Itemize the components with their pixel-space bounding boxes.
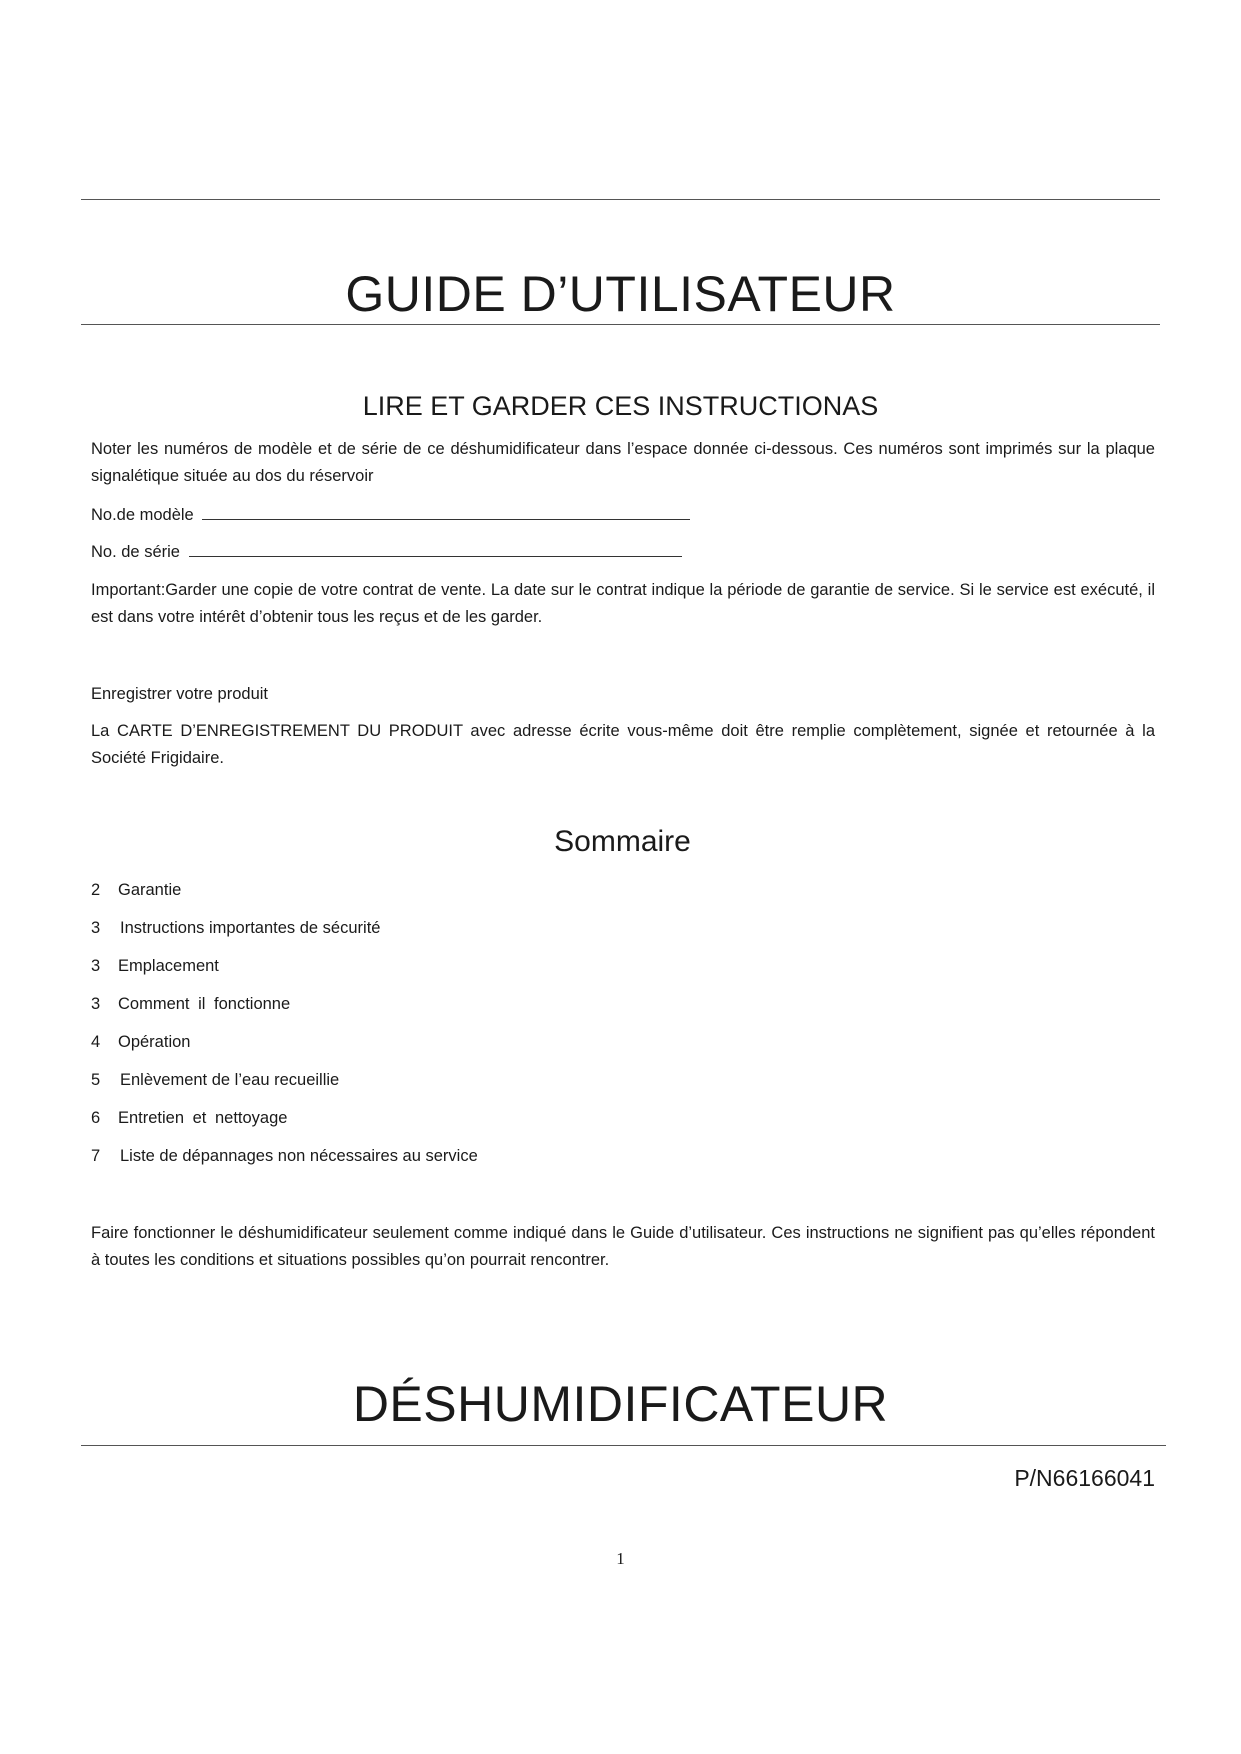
toc-page-number: 3 bbox=[91, 995, 101, 1013]
toc-item bbox=[91, 1105, 478, 1143]
toc-page-number: 5 bbox=[91, 1071, 101, 1089]
product-title: DÉSHUMIDIFICATEUR bbox=[352, 1376, 889, 1432]
toc-label: Garantie bbox=[118, 881, 182, 899]
toc-item bbox=[91, 991, 478, 1029]
usage-notice: Faire fonctionner le déshumidificateur seulement comme indiqué dans le Guide d’utilisateur. Ces instructions ne signifient pas qu’elles répondent à toutes les conditions et situations possibles qu’on pourrait rencontrer. bbox=[91, 1224, 1155, 1269]
toc-label: Entretien et nettoyage bbox=[118, 1109, 288, 1127]
toc-label: Liste de dépannages non nécessaires au service bbox=[120, 1147, 478, 1165]
part-number: P/N66166041 bbox=[1014, 1465, 1155, 1491]
model-number-blank bbox=[202, 505, 690, 520]
serial-number-blank bbox=[189, 542, 682, 557]
model-number-label: No.de modèle bbox=[91, 506, 194, 524]
toc-page-number: 3 bbox=[91, 919, 101, 937]
registration-paragraph: La CARTE D’ENREGISTREMENT DU PRODUIT avec adresse écrite vous-même doit être remplie complètement, signée et retournée à la Société Frigidaire. bbox=[91, 722, 1155, 767]
model-number-field bbox=[91, 502, 690, 529]
toc-label: Comment il fonctionne bbox=[118, 995, 291, 1013]
top-rule bbox=[81, 199, 1160, 200]
toc-label: Emplacement bbox=[118, 957, 219, 975]
title-underline-rule bbox=[81, 324, 1160, 325]
toc-page-number: 7 bbox=[91, 1147, 101, 1165]
intro-paragraph: Noter les numéros de modèle et de série de ce déshumidificateur dans l’espace donnée ci-dessous. Ces numéros sont imprimés sur la plaque signalétique située au dos du réservoir bbox=[91, 440, 1155, 485]
toc-item bbox=[91, 1029, 478, 1067]
toc-page-number: 4 bbox=[91, 1033, 101, 1051]
registration-heading: Enregistrer votre produit bbox=[91, 685, 268, 703]
serial-number-label: No. de série bbox=[91, 543, 180, 561]
toc-item bbox=[91, 877, 478, 915]
toc-label: Opération bbox=[118, 1033, 191, 1051]
important-paragraph: Important:Garder une copie de votre contrat de vente. La date sur le contrat indique la période de garantie de service. Si le service est exécuté, il est dans votre intérêt d’obtenir tous les reçus et de les garder. bbox=[91, 581, 1155, 626]
document-title: GUIDE D’UTILISATEUR bbox=[345, 266, 896, 322]
toc-item bbox=[91, 1067, 478, 1105]
toc-label: Enlèvement de l’eau recueillie bbox=[120, 1071, 340, 1089]
toc-item bbox=[91, 915, 478, 953]
product-title-underline-rule bbox=[81, 1445, 1166, 1446]
serial-number-field bbox=[91, 539, 682, 566]
toc-page-number: 2 bbox=[91, 881, 101, 899]
toc-label: Instructions importantes de sécurité bbox=[120, 919, 381, 937]
table-of-contents bbox=[91, 877, 478, 1181]
instructions-subtitle: LIRE ET GARDER CES INSTRUCTIONAS bbox=[362, 391, 879, 421]
contents-heading: Sommaire bbox=[554, 825, 691, 858]
toc-page-number: 3 bbox=[91, 957, 101, 975]
toc-page-number: 6 bbox=[91, 1109, 101, 1127]
toc-item bbox=[91, 1143, 478, 1181]
page-number: 1 bbox=[616, 1549, 625, 1568]
toc-item bbox=[91, 953, 478, 991]
